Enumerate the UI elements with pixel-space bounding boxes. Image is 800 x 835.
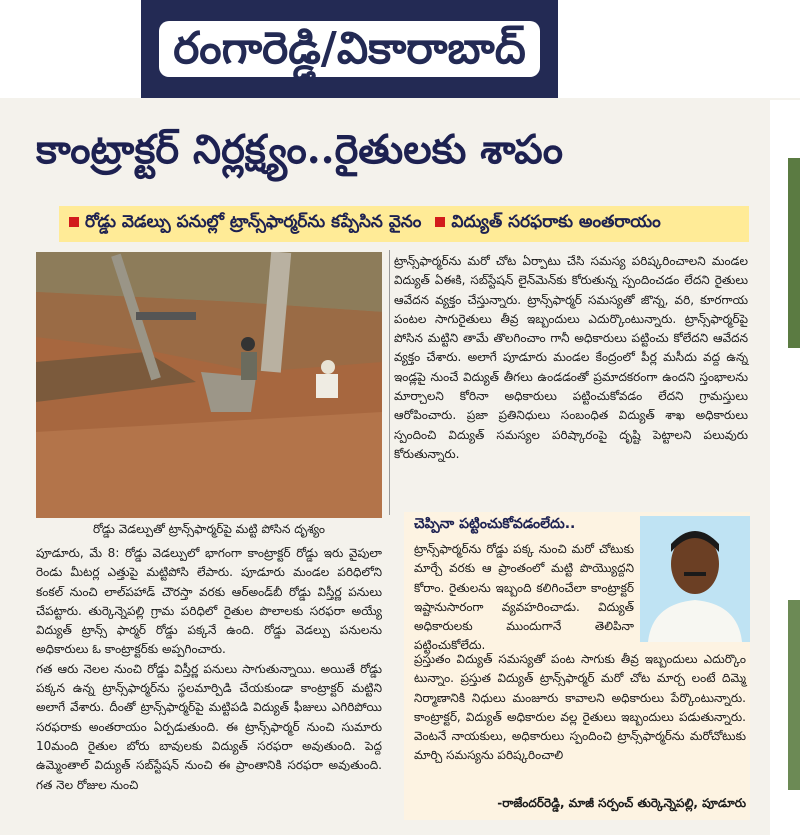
paragraph: ట్రాన్స్‌ఫార్మర్‌ను మరో చోట ఏర్పాటు చేసి సమస్య పరిష్కరించాలని మండల విద్యుత్ ఏఈకి, సబ్‌స్టేషన్ లైన్‌మెన్‌కు కోరుతున్న స్పందించడం లేదని రైతులు ఆవేదన వ్యక్తం చేస్తున్నారు. ట్రాన్స్‌ఫార్మర్ సమస్యతో జొన్న, వరి, కూరగాయ పంటల సాగురైతులు తీవ్ర ఇబ్బందులు ఎదుర్కొంటున్నారు. ట్రాన్స్‌ఫార్మర్‌పై పోసిన మట్టిని తామే తొలగించాం గానీ అధికారులు పట్టించు కోలేదని ఆవేదన వ్యక్తం చేశారు. అలాగే పూడూరు మండల కేంద్రంలో పీర్ల మసీదు వద్ద ఉన్న ఇండ్లపై నుంచే విద్యుత్ తీగలు ఉండడంతో ప్రమాదకరంగా ఉందని స్తంభాలను మార్చాలని కోరినా అధికారులు పట్టించుకోవడం లేదని గ్రామస్తులు ఆరోపించారు. ప్రజా ప్రతినిధులు సంబంధిత విద్యుత్ శాఖ అధికారులు స్పందించి విద్యుత్ సమస్యల పరిష్కారంపై దృష్టి పెట్టాలని పలువురు కోరుతున్నారు. xyxy=(394,254,748,461)
adjacent-photo-lower xyxy=(788,600,800,790)
article-right-column xyxy=(394,252,748,464)
section-banner-label: రంగారెడ్డి/వికారాబాద్ xyxy=(159,21,540,77)
adjacent-photo xyxy=(788,158,800,348)
quote-box-text: ట్రాన్స్‌ఫార్మర్‌ను రోడ్డు పక్క నుంచి మరో చోటుకు మార్చే వరకు ఆ ప్రాంతంలో మట్టి పొయ్యొద్దని కోరాం. రైతులను ఇబ్బంది కలిగించేలా కాంట్రాక్టర్ ఇష్టానుసారంగా వ్యవహరించాడు. విద్యుత్ అధికారులకు ముందుగానే తెలిపినా పట్టించుకోలేదు. xyxy=(414,542,634,653)
headline: కాంట్రాక్టర్ నిర్లక్ష్యం..రైతులకు శాపం xyxy=(36,125,564,173)
bullet-square-icon xyxy=(435,217,445,227)
article-left-column xyxy=(36,544,382,795)
subheadline-bar xyxy=(59,206,749,242)
subhead-text-2: విద్యుత్ సరఫరాకు అంతరాయం xyxy=(451,212,661,232)
section-banner xyxy=(141,0,558,98)
column-divider xyxy=(389,250,390,515)
speaker-portrait xyxy=(640,516,750,642)
quote-box-title: చెప్పినా పట్టించుకోవడంలేదు.. xyxy=(414,516,576,532)
subhead-item-2 xyxy=(435,212,660,236)
photo-caption: రోడ్డు వెడల్పుతో ట్రాన్స్‌ఫార్మర్‌పై మట్టి పోసిన దృశ్యం xyxy=(93,522,325,536)
paragraph: పూడూరు, మే 8: రోడ్డు వెడల్పులో భాగంగా కాంట్రాక్టర్ రోడ్డు ఇరు వైపులా రెండు మీటర్ల ఎత్తుపై మట్టిపోసి లేపారు. పూడూరు మండల పరిధిలోని కంకల్ నుంచి లాల్‌పహాడ్ చౌరస్తా వరకు ఆర్‌అండ్‌బీ రోడ్డు విస్తీర్ణ పనులు చేపట్టారు. తుర్కెన్నెపల్లి గ్రామ పరిధిలో రైతుల పొలాలకు సరఫరా అయ్యే విద్యుత్ ట్రాన్స్ ఫార్మర్ రోడ్డు పక్కనే ఉంది. రోడ్డు వెడల్పు పనులను అధికారులు ఓ కాంట్రాక్టర్‌కు అప్పగించారు. xyxy=(36,546,382,657)
quote-signature: -రాజేందర్‌రెడ్డి, మాజీ సర్పంచ్ తుర్కెన్నెపల్లి, పూడూరు xyxy=(497,796,746,810)
subhead-text-1: రోడ్డు వెడల్పు పనుల్లో ట్రాన్స్‌ఫార్మర్‌ను కప్పేసిన వైనం xyxy=(85,212,422,232)
paragraph: గత ఆరు నెలల నుంచి రోడ్డు విస్తీర్ణ పనులు సాగుతున్నాయి. అయితే రోడ్డు పక్కన ఉన్న ట్రాన్స్‌ఫార్మర్‌ను స్థలమార్పిడి చేయకుండా కాంట్రాక్టర్ మట్టిని అలాగే వేశారు. దీంతో ట్రాన్స్‌ఫార్మర్‌పై మట్టిపడి విద్యుత్ ఫీజులు ఎగిరిపోయి సరఫరాకు అంతరాయం ఏర్పడుతుంది. ఈ ట్రాన్స్‌ఫార్మర్ నుంచి సుమారు 10మంది రైతుల బోరు బావులకు విద్యుత్ సరఫరా అవుతుంది. పెద్ద ఉమ్మెంతాల్ విద్యుత్ సబ్‌స్టేషన్ నుంచి ఈ ప్రాంతానికి సరఫరా అవుతుంది. గత నెల రోజుల నుంచి xyxy=(36,661,382,792)
quote-box-text-continued: ప్రస్తుతం విద్యుత్ సమస్యతో పంట సాగుకు తీవ్ర ఇబ్బందులు ఎదుర్కొం టున్నాం. ప్రస్తుత విద్యుత్ ట్రాన్స్‌ఫార్మర్ మరో చోట మార్చ లంటే దిమ్మె నిర్మాణానికి నిధులు మంజూరు కావాలని అధికారులు పేర్కొంటున్నారు. కాంట్రాక్టర్, విద్యుత్ అధికారుల వల్ల రైతులు ఇబ్బందులు పడుతున్నారు. వెంటనే నాయకులు, అధికారులు స్పందించి ట్రాన్స్‌ఫార్మర్‌ను మరోచోటుకు మార్చి సమస్యను పరిష్కరించాలి xyxy=(414,652,746,763)
news-photo xyxy=(36,252,382,518)
subhead-item-1 xyxy=(69,212,421,236)
bullet-square-icon xyxy=(69,217,79,227)
